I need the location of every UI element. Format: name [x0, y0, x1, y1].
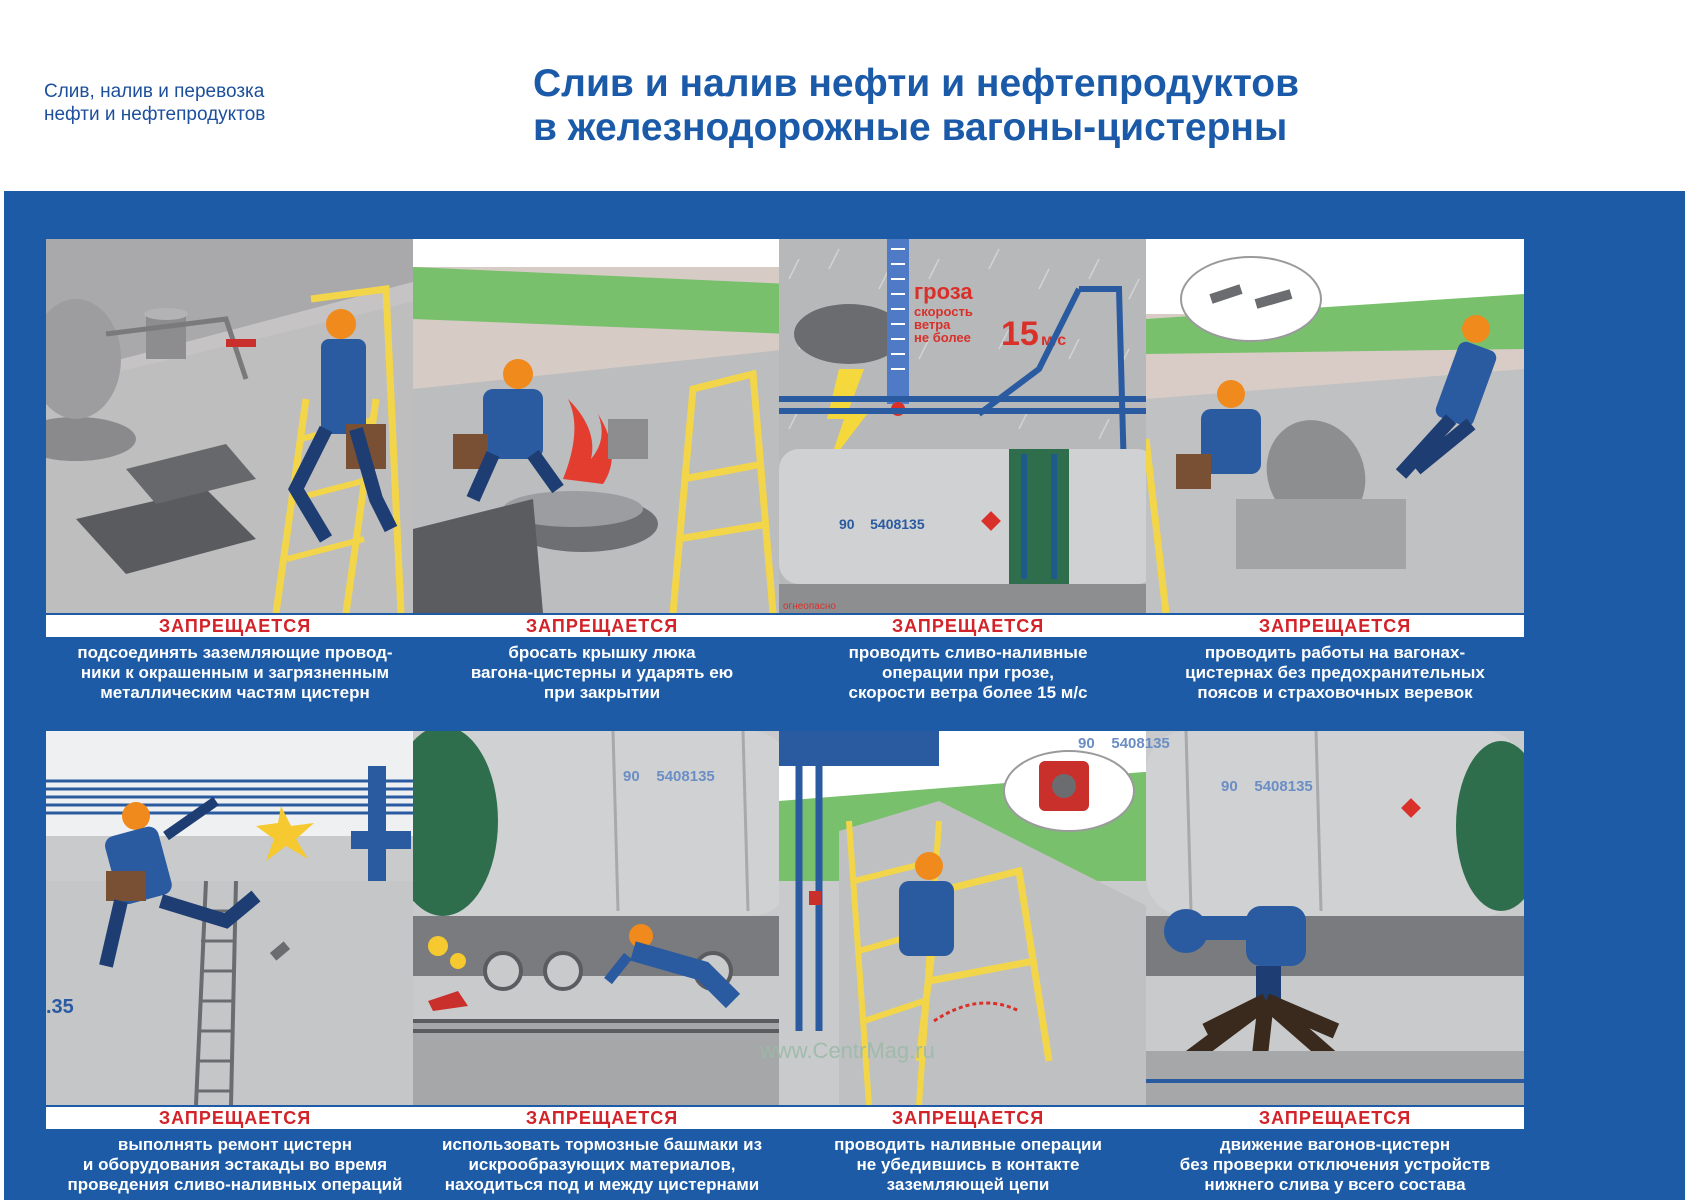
- card-caption: [401, 643, 803, 703]
- prohibited-banner: ЗАПРЕЩАЕТСЯ: [413, 1107, 791, 1129]
- caption-line: подсоединять заземляющие провод-: [77, 643, 393, 662]
- card-caption: [34, 643, 436, 703]
- caption-line: при закрытии: [543, 683, 661, 702]
- illustration-grounding: [46, 239, 424, 613]
- caption-line: операции при грозе,: [882, 663, 1054, 682]
- illustration-brake-shoe: [413, 731, 791, 1105]
- caption-line: скорости ветра более 15 м/с: [848, 683, 1088, 702]
- page-title-line-1: Слив и налив нефти и нефтепродуктов: [533, 62, 1300, 105]
- section-label: [44, 80, 374, 126]
- caption-line: искрообразующих материалов,: [468, 1155, 736, 1174]
- caption-line: без проверки отключения устройств: [1179, 1155, 1491, 1174]
- section-label-line-2: нефти и нефтепродуктов: [44, 104, 266, 125]
- caption-line: и оборудования эстакады во время: [82, 1155, 388, 1174]
- prohibited-banner: ЗАПРЕЩАЕТСЯ: [779, 1107, 1157, 1129]
- caption-line: использовать тормозные башмаки из: [441, 1135, 763, 1154]
- card-caption: [34, 1135, 436, 1195]
- prohibited-banner: ЗАПРЕЩАЕТСЯ: [46, 615, 424, 637]
- caption-line: не убедившись в контакте: [856, 1155, 1080, 1174]
- caption-line: проводить наливные операции: [834, 1135, 1102, 1154]
- card-caption: [1134, 1135, 1536, 1195]
- caption-line: ники к окрашенным и загрязненным: [80, 663, 390, 682]
- illustration-hatch-cover: [413, 239, 791, 613]
- caption-line: выполнять ремонт цистерн: [117, 1135, 353, 1154]
- caption-line: поясов и страховочных веревок: [1197, 683, 1473, 702]
- prohibited-banner: ЗАПРЕЩАЕТСЯ: [46, 1107, 424, 1129]
- storm-wind-line1: скорость: [914, 304, 973, 319]
- card-caption: [767, 1135, 1169, 1195]
- card-caption: [767, 643, 1169, 703]
- caption-line: проведения сливо-наливных операций: [67, 1175, 403, 1194]
- illustration-repair: [46, 731, 424, 1105]
- card-caption: [1134, 643, 1536, 703]
- illustration-safety-belt: [1146, 239, 1524, 613]
- storm-wind-line3: не более: [914, 330, 971, 345]
- caption-line: проводить сливо-наливные: [848, 643, 1088, 662]
- watermark: www.CentrMag.ru: [760, 1038, 935, 1063]
- storm-wind-line2: ветра: [914, 317, 951, 332]
- section-label-line-1: Слив, налив и перевозка: [44, 81, 265, 102]
- caption-line: находиться под и между цистернами: [444, 1175, 760, 1194]
- storm-hazard-text: огнеопасно: [783, 601, 836, 612]
- rail-tank-number-1: 90 5408135: [623, 768, 715, 785]
- storm-wind-unit: м/с: [1041, 332, 1067, 349]
- storm-title: гроза: [914, 279, 973, 304]
- caption-line: металлическим частям цистерн: [100, 683, 370, 702]
- caption-line: проводить работы на вагонах-: [1204, 643, 1466, 662]
- caption-line: движение вагонов-цистерн: [1219, 1135, 1451, 1154]
- partial-tank-number: .35: [46, 996, 74, 1018]
- page-title-line-2: в железнодорожные вагоны-цистерны: [533, 106, 1288, 149]
- caption-line: цистернах без предохранительных: [1185, 663, 1485, 682]
- prohibited-banner: ЗАПРЕЩАЕТСЯ: [1146, 615, 1524, 637]
- illustration-bottom-drain: [1146, 731, 1524, 1105]
- prohibited-banner: ЗАПРЕЩАЕТСЯ: [1146, 1107, 1524, 1129]
- caption-line: бросать крышку люка: [508, 643, 696, 662]
- caption-line: нижнего слива у всего состава: [1204, 1175, 1466, 1194]
- rail-tank-number-2: 90 5408135: [1078, 735, 1170, 752]
- page-title: [533, 62, 1653, 150]
- prohibited-banner: ЗАПРЕЩАЕТСЯ: [413, 615, 791, 637]
- prohibited-banner: ЗАПРЕЩАЕТСЯ: [779, 615, 1157, 637]
- caption-line: заземляющей цепи: [886, 1175, 1050, 1194]
- storm-tank-number: 90 5408135: [839, 516, 925, 532]
- caption-line: вагона-цистерны и ударять ею: [470, 663, 734, 682]
- storm-wind-value: 15: [1001, 315, 1039, 353]
- rail-tank-number-3: 90 5408135: [1221, 778, 1313, 795]
- illustration-storm: [779, 239, 1157, 613]
- card-caption: [401, 1135, 803, 1195]
